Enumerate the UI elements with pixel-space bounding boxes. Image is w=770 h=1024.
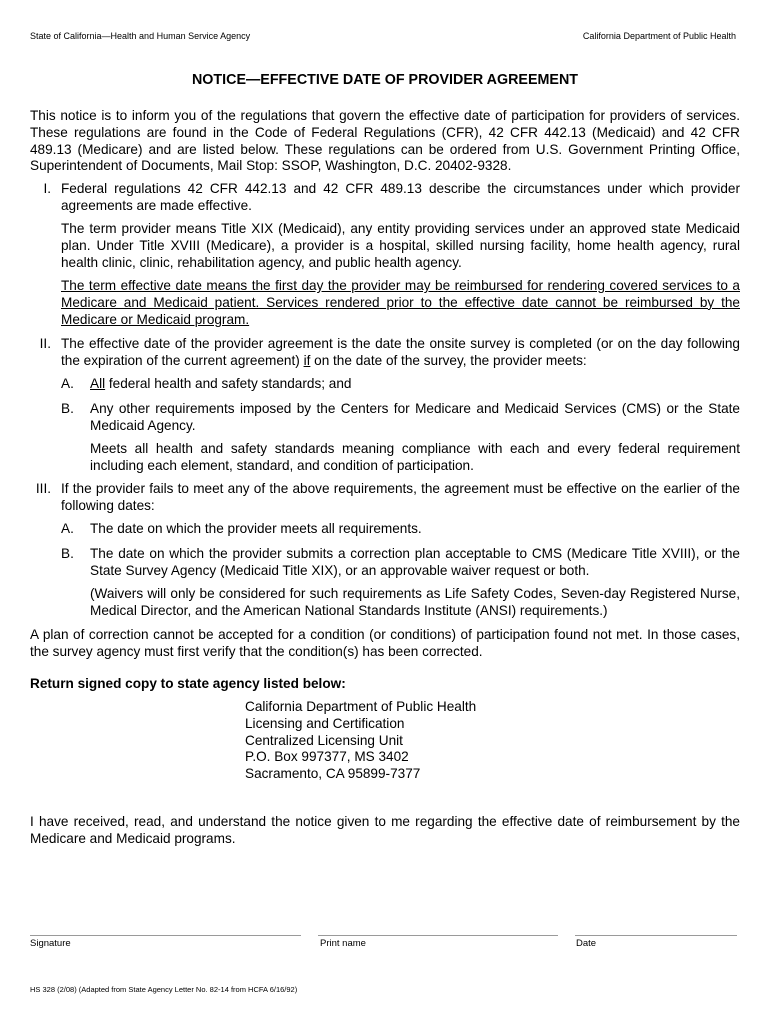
print-name-label: Print name bbox=[320, 938, 366, 949]
section-2-a-label: A. bbox=[61, 376, 74, 391]
section-2-a-text: All federal health and safety standards; and bbox=[90, 376, 352, 391]
section-3-b-text: The date on which the provider submits a correction plan acceptable to CMS (Medicare Title XVIII), or the State Survey Agency (Medicaid Title XIX), or an approvable waiver request or both. bbox=[90, 546, 740, 578]
provider-definition: The term provider means Title XIX (Medicaid), any entity providing services under an approved state Medicaid plan. Under Title XVIII (Medicare), a provider is a hospital, skilled nursing facility, home health agency, rural health clinic, clinic, rehabilitation agency, and public health agency. bbox=[61, 221, 740, 270]
waivers-note: (Waivers will only be considered for such requirements as Life Safety Codes, Seven-day Registered Nurse, Medical Director, and the American National Standards Institute (ANSI) requirements.) bbox=[90, 586, 740, 618]
header-agency: State of California—Health and Human Service Agency bbox=[30, 31, 251, 41]
acknowledgement-paragraph: I have received, read, and understand the notice given to me regarding the effective date of reimbursement by the Medicare and Medicaid programs. bbox=[30, 814, 740, 846]
section-1-number: I. bbox=[43, 181, 51, 196]
date-line[interactable] bbox=[575, 935, 737, 936]
date-label: Date bbox=[576, 938, 597, 949]
header-department: California Department of Public Health bbox=[582, 31, 736, 41]
section-3-number: III. bbox=[35, 481, 51, 496]
section-1-text: Federal regulations 42 CFR 442.13 and 42 CFR 489.13 describe the circumstances under which provider agreements are made effective. bbox=[61, 181, 740, 213]
section-3-a-label: A. bbox=[61, 521, 74, 536]
effective-date-definition: The term effective date means the first day the provider may be reimbursed for rendering covered services to a Medicare and Medicaid patient. Services rendered prior to the effective date cannot be reimbursed by the Medicare or Medicaid program. bbox=[61, 278, 740, 327]
signature-label: Signature bbox=[30, 938, 71, 949]
if-emphasis: if bbox=[303, 352, 311, 368]
return-heading: Return signed copy to state agency listed below: bbox=[30, 676, 346, 691]
section-2-text: The effective date of the provider agreement is the date the onsite survey is completed (or on the day following the expiration of the current agreement) if on the date of the survey, the provider meets: bbox=[61, 336, 740, 368]
page-title: NOTICE—EFFECTIVE DATE OF PROVIDER AGREEMENT bbox=[191, 72, 579, 88]
address-line: P.O. Box 997377, MS 3402 bbox=[245, 749, 409, 765]
section-2-number: II. bbox=[39, 336, 51, 351]
all-emphasis: All bbox=[90, 376, 106, 391]
section-3-a-text: The date on which the provider meets all requirements. bbox=[90, 521, 422, 536]
address-line: Licensing and Certification bbox=[245, 715, 405, 731]
print-name-line[interactable] bbox=[318, 935, 558, 936]
form-footer: HS 328 (2/08) (Adapted from State Agency Letter No. 82-14 from HCFA 6/16/92) bbox=[30, 985, 298, 994]
meets-definition: Meets all health and safety standards meaning compliance with each and every federal requirement including each element, standard, and condition of participation. bbox=[90, 441, 740, 473]
address-line: Centralized Licensing Unit bbox=[245, 732, 403, 748]
section-2-b-label: B. bbox=[61, 401, 74, 416]
section-3-b-label: B. bbox=[61, 546, 74, 561]
address-line: California Department of Public Health bbox=[245, 699, 477, 714]
address-block bbox=[245, 699, 476, 783]
address-line: Sacramento, CA 95899-7377 bbox=[245, 766, 421, 782]
section-2-b-text: Any other requirements imposed by the Centers for Medicare and Medicaid Services (CMS) or the State Medicaid Agency. bbox=[90, 401, 740, 433]
plan-of-correction-paragraph: A plan of correction cannot be accepted for a condition (or conditions) of participation found not met. In those cases, the survey agency must first verify that the condition(s) has been corrected. bbox=[30, 627, 740, 659]
signature-line[interactable] bbox=[30, 935, 301, 936]
section-3-text: If the provider fails to meet any of the above requirements, the agreement must be effective on the earlier of the following dates: bbox=[61, 481, 740, 513]
intro-paragraph: This notice is to inform you of the regulations that govern the effective date of participation for providers of services. These regulations are found in the Code of Federal Regulations (CFR), 42 CFR 442.13 (Medicaid) and 42 CFR 489.13 (Medicare) and are listed below. These regulations can be ordered from U.S. Government Printing Office, Superintendent of Documents, Mail Stop: SSOP, Washington, D.C. 20402-9328. bbox=[30, 108, 740, 174]
